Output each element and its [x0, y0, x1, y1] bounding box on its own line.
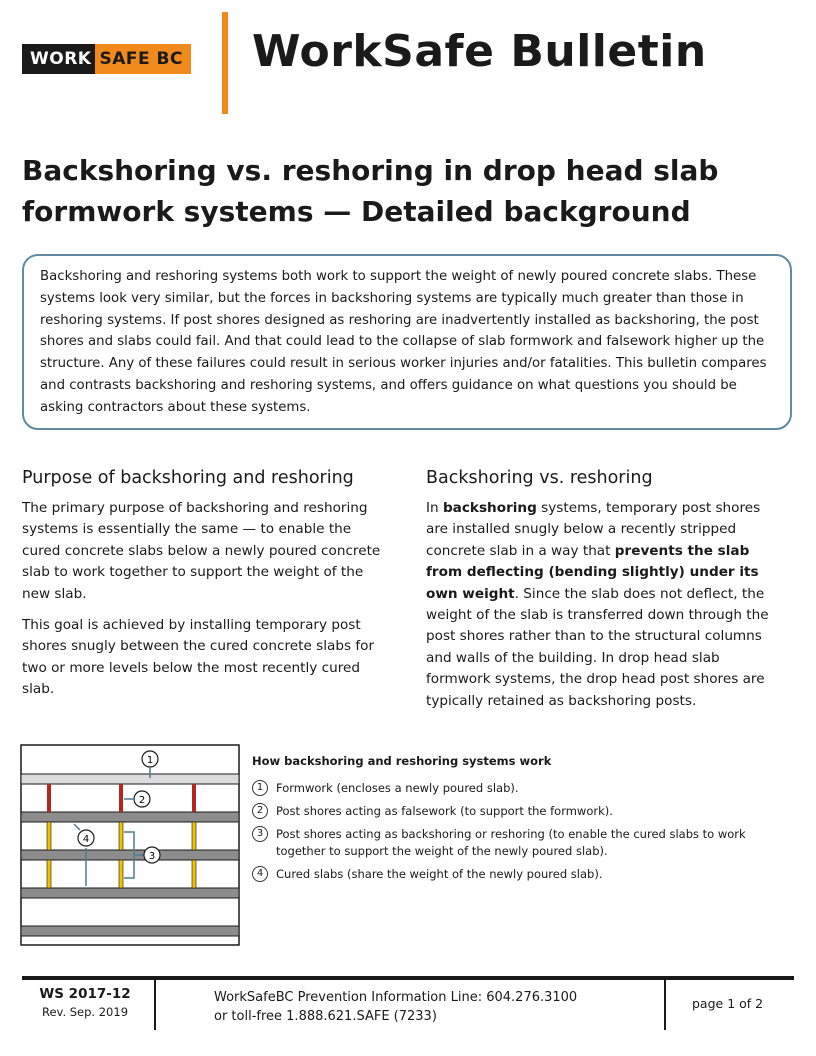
footer-divider [154, 980, 156, 1030]
contact-info [214, 988, 577, 1026]
legend-text: Formwork (encloses a newly poured slab). [276, 781, 519, 795]
backshore-post [119, 822, 123, 850]
legend-text: Cured slabs (share the weight of the newly poured slab). [276, 867, 603, 881]
intro-text: Backshoring and reshoring systems both work to support the weight of newly poured concrete slabs. These systems look very similar, but the forces in backshoring systems are typically much greater than those in reshoring systems. If post shores designed as reshoring are inadvertently installed as backshoring, the post shores and slabs could fail. And that could lead to the collapse of slab formwork and falsework higher up the structure. Any of these failures could result in serious worker injuries and/or fatalities. This bulletin compares and contrasts backshoring and reshoring systems, and offers guidance on what questions you should be asking contractors about these systems. [40, 269, 767, 415]
legend-number: 2 [252, 803, 268, 819]
falsework-posts [47, 784, 196, 812]
callout-1: 1 [146, 755, 154, 766]
legend-number: 4 [252, 866, 268, 882]
right-column [426, 468, 794, 722]
page-title: Backshoring vs. reshoring in drop head slab formwork systems — Detailed background [22, 154, 719, 228]
backshore-post [47, 822, 51, 850]
legend-number: 1 [252, 780, 268, 796]
left-column [22, 468, 390, 711]
formwork-slab [21, 774, 239, 784]
purpose-paragraph-2: This goal is achieved by installing temporary post shores snugly between the cured concrete slabs for two or more levels below the most recently cured slab. [22, 617, 375, 698]
falsework-post [47, 784, 51, 812]
revision-date: Rev. Sep. 2019 [41, 1005, 129, 1019]
footer-rule [22, 976, 794, 980]
cured-slab [21, 812, 239, 822]
falsework-post [119, 784, 123, 812]
worksafebc-logo [22, 44, 191, 74]
intro-box [22, 254, 792, 430]
purpose-heading: Purpose of backshoring and reshoring [22, 468, 354, 488]
legend-title: How backshoring and reshoring systems work [252, 754, 552, 768]
cured-slab [21, 926, 239, 936]
callout-arrow [74, 824, 80, 830]
bold-phrase: prevents the slab from deflecting (bending slightly) under its own weight [426, 542, 759, 602]
legend-item [252, 866, 792, 883]
header-divider [222, 12, 228, 114]
comparison-heading: Backshoring vs. reshoring [426, 468, 653, 488]
cured-slab [21, 850, 239, 860]
backshoring-paragraph [426, 498, 786, 712]
legend-item [252, 803, 792, 820]
legend-text: Post shores acting as falsework (to support the formwork). [276, 804, 613, 818]
backshore-post [192, 860, 196, 888]
contact-line-1: WorkSafeBC Prevention Information Line: 604.276.3100 [214, 990, 578, 1005]
bulletin-code-block [30, 986, 140, 1019]
logo-work-text: WORK [22, 44, 95, 74]
bulletin-title: WorkSafe Bulletin [252, 26, 707, 77]
text-run: In [426, 500, 443, 516]
legend-item [252, 826, 792, 860]
legend-number: 3 [252, 826, 268, 842]
callout-2: 2 [138, 795, 146, 806]
contact-line-2: or toll-free 1.888.621.SAFE (7233) [214, 1009, 437, 1024]
bold-term: backshoring [442, 500, 537, 516]
backshore-post [47, 860, 51, 888]
purpose-paragraph-1: The primary purpose of backshoring and reshoring systems is essentially the same — to enable the cured concrete slabs below a newly poured concrete slab to work together to support the weight of the new slab. [22, 500, 381, 602]
text-run: . Since the slab does not deflect, the weight of the slab is transferred down through the post shores rather than to the structural columns and walls of the building. In drop head slab formwork systems, the drop head post shores are typically retained as backshoring posts. [426, 585, 769, 709]
callout-3: 3 [148, 851, 156, 862]
callout-4: 4 [82, 834, 90, 845]
logo-safe-text: SAFE BC [95, 44, 190, 74]
text-run: systems, temporary post shores are installed snugly below a recently stripped concrete slab in a way that [426, 500, 761, 559]
legend-item [252, 780, 792, 797]
cured-slab [21, 888, 239, 898]
shoring-diagram [20, 744, 240, 946]
legend-text: Post shores acting as backshoring or reshoring (to enable the cured slabs to work together to support the weight of the newly poured slab). [276, 827, 746, 858]
backshore-post [119, 860, 123, 888]
bulletin-code: WS 2017-12 [39, 986, 131, 1002]
page-number: page 1 of 2 [692, 996, 764, 1011]
footer-divider [664, 980, 666, 1030]
diagram-legend [252, 754, 792, 889]
backshore-post [192, 822, 196, 850]
falsework-post [192, 784, 196, 812]
